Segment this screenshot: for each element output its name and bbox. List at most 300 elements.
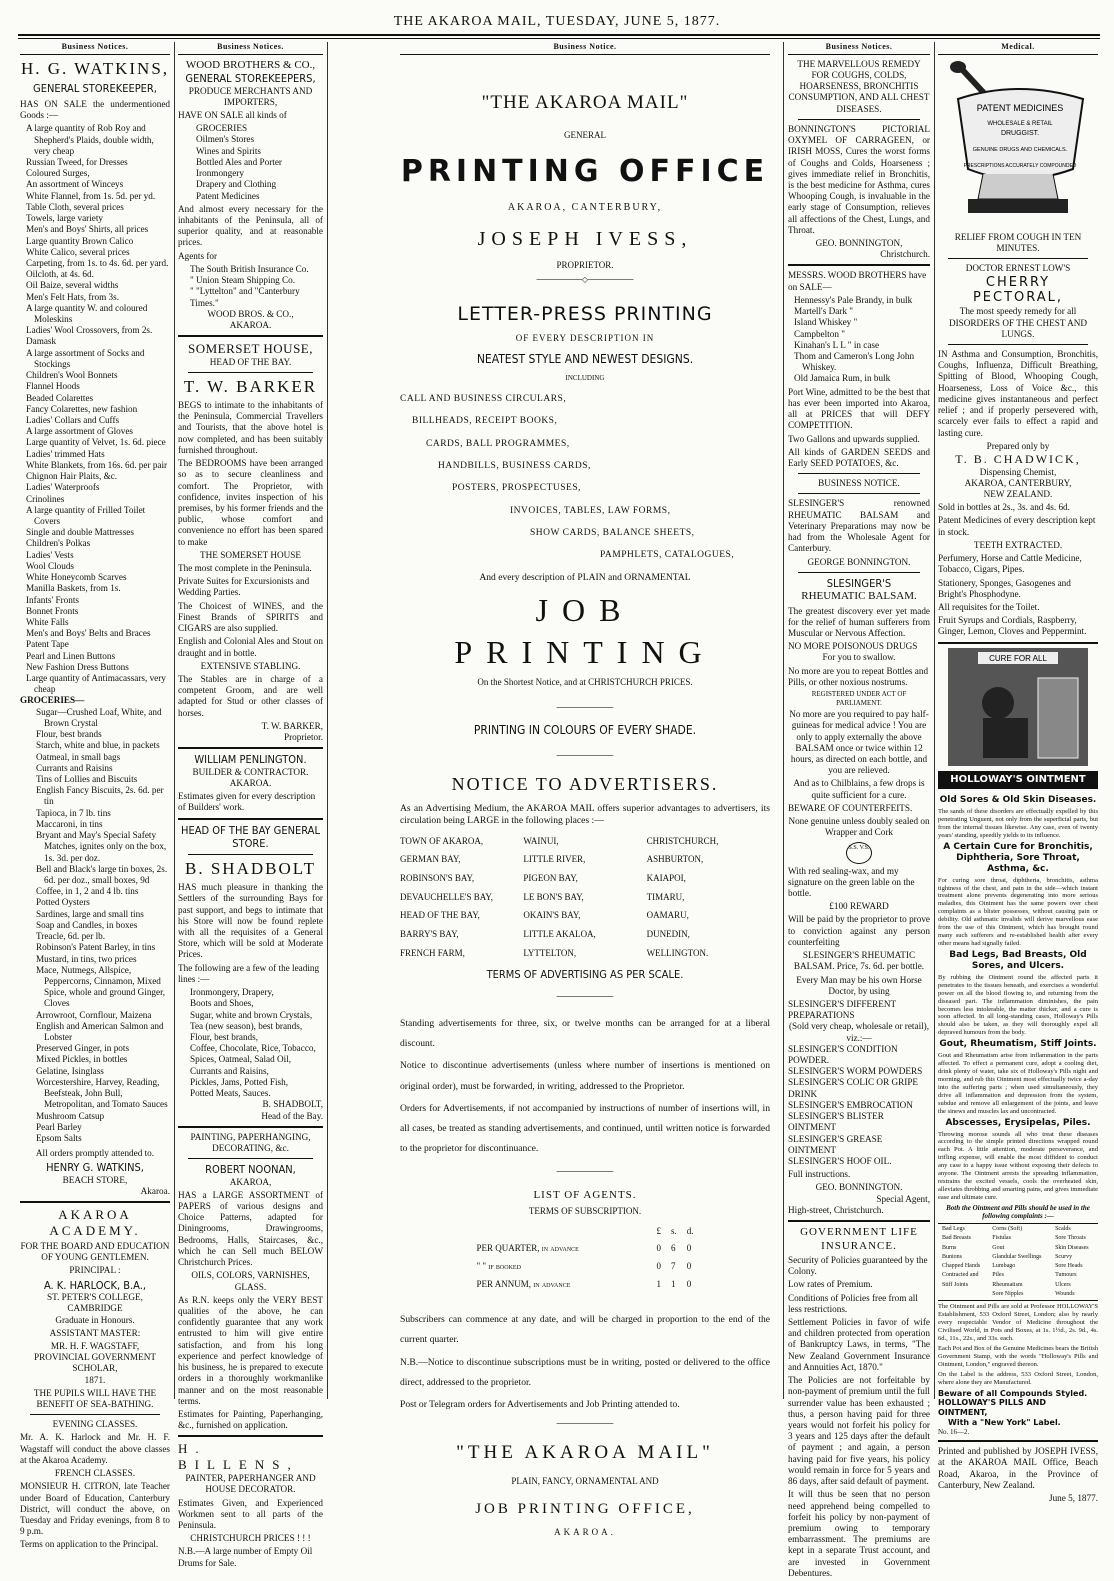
subscription-table: £ s. d. PER QUARTER, in advance 0 6 0 " " if booked 0 7 0 PER ANNUM, in advance 1 1 0: [470, 1222, 699, 1295]
ornament: ────────◇────────: [536, 275, 634, 285]
place: AKAROA, CANTERBURY,: [507, 201, 663, 213]
shadbolt-text: HAS much pleasure in thanking the Settlers of the surrounding Bays for past support, and begs to intimate that his Store will now be found replete with all the requisites of a General Store, which will be sold at Moderate Prices.: [178, 882, 323, 960]
holloway-pills: HOLLOWAY'S PILLS AND OINTMENT,: [938, 1398, 1046, 1418]
assistant-label: ASSISTANT MASTER:: [49, 1327, 141, 1338]
benefit: THE PUPILS WILL HAVE THE BENEFIT OF SEA-BATHING.: [33, 1387, 157, 1410]
list-item: Wines and Spirits: [196, 145, 261, 156]
list-item: Tins of Lollies and Biscuits: [36, 774, 138, 785]
table-cell: Rheumatism: [992, 1281, 1023, 1288]
groceries-heading: GROCERIES—: [20, 695, 85, 706]
french-text: MONSIEUR H. CITRON, late Teacher under Board of Education, Canterbury District, will conduct the above, on Tuesday and Friday evenings, from 8 to 9 p.m.: [20, 1481, 170, 1537]
town-item: TIMARU,: [646, 891, 685, 902]
list-item: Bottled Ales and Porter: [196, 156, 282, 167]
terms-advertising: TERMS OF ADVERTISING AS PER SCALE.: [486, 967, 684, 981]
college: ST. PETER'S COLLEGE, CAMBRIDGE: [47, 1292, 143, 1314]
no-more: NO MORE POISONOUS DRUGS: [788, 641, 918, 652]
including: INCLUDING: [565, 373, 605, 382]
bedrooms-text: The BEDROOMS have been arranged so as to secure cleanliness and comfort. The Proprietor, with confidence, invites inspection of his premises, by his former friends and the public, whose comfort and convenience no effort has been spared to make: [178, 458, 323, 547]
masthead-rule: [18, 34, 1100, 39]
somerset-title: SOMERSET HOUSE,: [187, 341, 313, 357]
holloway-h5-text: Throwing morose sounds all who treat these diseases according to the simple printed directions wrapped round each Pot. A little attention, moderate perseverance, and trifling expense, will enable the most diffident to conduct any case to a happy issue without exposing their defects to anyone. The Ointment arrests the spreading inflammation, restrains the excited vessels, cools the overheated skin, alleviates throbbing and smarting pains, and gives immediate ease and ultimate cure.: [938, 1130, 1098, 1201]
list-item: Tapioca, in 7 lb. tins: [36, 807, 111, 818]
list-item: The South British Insurance Co.: [190, 263, 309, 274]
list-item: Men's and Boys' Belts and Braces: [26, 628, 151, 639]
half-guineas: No more are you required to pay half-guineas for medical advice ! You are only to apply externally the above BALSAM once or twice within 12 hours, as directed on each bottle, and you are relieved.: [789, 709, 929, 776]
table-cell: Piles: [992, 1272, 1004, 1279]
reward: £100 REWARD: [829, 901, 889, 912]
holloway-h3: Bad Legs, Bad Breasts, Old Sores, and Ulcers.: [949, 949, 1087, 971]
town-item: LITTLE RIVER,: [523, 854, 586, 865]
svg-text:WHOLESALE & RETAIL: WHOLESALE & RETAIL: [987, 120, 1053, 127]
list-item: Soap and Candles, in boxes: [36, 919, 138, 930]
shortest-notice: On the Shortest Notice, and at CHRISTCHURCH PRICES.: [477, 677, 693, 688]
list-item: Patent Tape: [26, 639, 69, 650]
list-item: " Union Steam Shipping Co.: [190, 275, 296, 286]
chadwick: T. B. CHADWICK,: [955, 451, 1081, 466]
sold: Sold in bottles at 2s., 3s. and 4s. 6d.: [938, 502, 1070, 513]
bonnington-text: BONNINGTON'S PICTORIAL OXYMEL OF CARRAGEEN, or IRISH MOSS, Cures the worst forms of Coughs and Colds, Hoarseness ; gives immediate relief in Bronchitis, is the best medicine for Asthma, cures Whooping Cough, is invaluable in the early stage of Consumption, relieves all affections of the Chest, Lungs, and Throat.: [788, 123, 930, 235]
penlington-place: AKAROA.: [229, 777, 272, 788]
list-item: Ladies' Vests: [26, 549, 74, 560]
list-item: White Blankets, from 16s. 6d. per pair: [26, 459, 168, 470]
teeth: TEETH EXTRACTED.: [973, 539, 1063, 550]
town-item: TOWN OF AKAROA,: [400, 835, 484, 846]
imprint: Printed and published by JOSEPH IVESS, at the AKAROA MAIL Office, Beach Road, Akaroa, in the Province of Canterbury, New Zealand.: [938, 1446, 1098, 1490]
list-item: Flannel Hoods: [26, 381, 80, 392]
list-item: Ladies' trimmed Hats: [26, 448, 105, 459]
list-item: A large assortment of Socks and Stockings: [26, 347, 145, 369]
sealing: With red sealing-wax, and my signature on the green lable on the bottle.: [788, 865, 915, 898]
colours: PRINTING IN COLOURS OF EVERY SHADE.: [473, 723, 697, 738]
holloway-h6-text: The Ointment and Pills are sold at Professor HOLLOWAY'S Establishment, 533 Oxford Street, London; also by nearly every respectable Vendor of Medicine throughout the Civilised World, in Pots and Boxes, at 1s. 1½d., 2s. 9d., 4s. 6d., 11s., 22s., and 33s. each.: [938, 1303, 1098, 1343]
preparations-list: [788, 1044, 930, 1167]
list-item: Sugar—Crushed Loaf, White, and Brown Crystal: [36, 706, 162, 728]
table-cell: Lumbago: [992, 1263, 1016, 1270]
town-item: FRENCH FARM,: [400, 947, 465, 958]
town-item: DEVAUCHELLE'S BAY,: [400, 891, 493, 902]
bonnington-sign: GEO. BONNINGTON,: [815, 238, 903, 249]
town-item: KAIAPOI,: [646, 873, 686, 884]
table-cell: Bad Breasts: [942, 1235, 971, 1242]
billens-name: H. BILLENS,: [178, 1441, 299, 1473]
holloway-h4: Gout, Rheumatism, Stiff Joints.: [939, 1039, 1097, 1050]
academy-title: AKAROA ACADEMY.: [49, 1207, 141, 1239]
table-row: PER QUARTER, in advance 0 6 0: [476, 1243, 692, 1254]
list-item: Hennessy's Pale Brandy, in bulk: [794, 294, 913, 305]
town-item: LE BON'S BAY,: [523, 891, 584, 902]
list-item: Mace, Nutmegs, Allspice, Peppercorns, Cinnamon, Mixed Spice, whole and ground Ginger, Cloves: [36, 964, 166, 1009]
none-genuine: None genuine unless doubly sealed on Wrapper and Cork: [788, 816, 930, 838]
list-item: White Calico, several prices: [26, 246, 130, 257]
list-item: White Falls: [26, 616, 69, 627]
list-item: Sugar, white and brown Crystals,: [190, 1009, 313, 1020]
agents-list: [178, 264, 323, 309]
list-item: An assortment of Winceys: [26, 179, 124, 190]
neatest: NEATEST STYLE AND NEWEST DESIGNS.: [476, 352, 694, 367]
table-cell: Skin Diseases: [1055, 1244, 1089, 1251]
column-rule: [783, 42, 784, 1399]
wood-items: [178, 123, 323, 202]
table-row: [940, 1282, 1096, 1289]
holloway-h8-text: On the Label is the address, 533 Oxford Street, London, where alone they are Manufactured.: [938, 1370, 1098, 1386]
list-item: Old Jamaica Rum, in bulk: [794, 373, 891, 384]
sub1: Subscribers can commence at any date, and will be charged in proportion to the end of the current quarter.: [400, 1314, 770, 1346]
town-item: CHRISTCHURCH,: [646, 835, 719, 846]
registered: REGISTERED UNDER ACT OF PARLIAMENT.: [811, 690, 907, 707]
list-item: Maccaroni, in tins: [36, 818, 103, 829]
list-item: PAMPHLETS, CATALOGUES,: [600, 550, 735, 561]
list-item: " "Lyttelton" and "Canterbury Times.": [190, 286, 300, 308]
ornament: ──────────: [556, 1167, 614, 1177]
greatest: The greatest discovery ever yet made for the relief of human sufferers from Muscular or Nervous Affection.: [788, 605, 930, 638]
list-item: POSTERS, PROSPECTUSES,: [452, 483, 581, 494]
patent: Patent Medicines of every description kept in stock.: [938, 515, 1096, 537]
list-item: White Flannel, from 1s. 5d. per yd.: [26, 190, 156, 201]
town-item: HEAD OF THE BAY,: [400, 910, 480, 921]
list-item: Beaded Colarettes: [26, 392, 94, 403]
list-item: White Honeycomb Scarves: [26, 572, 127, 583]
shadbolt-intro: The following are a few of the leading lines :—: [178, 962, 320, 984]
list-item: Damask: [26, 336, 57, 347]
column-heading: Medical.: [938, 42, 1098, 55]
wood-sub: PRODUCE MERCHANTS AND IMPORTERS,: [188, 85, 313, 107]
complaints-table: [938, 1223, 1098, 1302]
list-item: Men's Felt Hats, from 3s.: [26, 291, 120, 302]
table-row: [940, 1226, 1096, 1233]
list-item: Flour, best brands,: [190, 1031, 259, 1042]
gov1: Security of Policies guaranteed by the Colony.: [788, 1254, 928, 1277]
noonan-text2: As R.N. keeps only the VERY BEST qualities of the above, he can confidently guarantee that any work entrusted to him will give entire satisfaction, and from his long experience and perfect knowledge of his business, he is prepared to execute orders in a thoroughly workmanlike manner and on the most reasonable terms.: [178, 1294, 323, 1406]
christchurch-prices: CHRISTCHURCH PRICES ! ! !: [190, 1533, 311, 1544]
list-item: Coffee, in 1, 2 and 4 lb. tins: [36, 886, 139, 897]
holloway-h4-text: Gout and Rheumatism arise from inflammation in the parts affected. To effect a permanent cure, adopt a cooling diet, drink plenty of water, take six of Holloway's Pills night and morning, and rub this Ointment most effectually twice a-day into the suffering parts ; when used simultaneously, they drive all inflammation and depression from the system, subdue and remove all enlargement of the joints, and leave the sinews and muscles lax and uncontracted.: [938, 1052, 1098, 1115]
perfumery: Perfumery, Horse and Cattle Medicine, Tobacco, Cigars, Pipes.: [938, 553, 1082, 575]
list-item: Robinson's Patent Barley, in tins: [36, 942, 156, 953]
table-row: [940, 1245, 1096, 1252]
list-item: Kinahan's L L " in case: [794, 339, 880, 350]
holloway-illustration: [938, 648, 1098, 768]
column-watkins: [20, 42, 170, 1553]
agents-label: Agents for: [178, 250, 218, 261]
shadbolt-place: Head of the Bay.: [261, 1110, 323, 1121]
ornament: ──────────: [556, 1419, 614, 1429]
requisites: All requisites for the Toilet.: [938, 602, 1040, 612]
different: SLESINGER'S DIFFERENT PREPARATIONS: [788, 998, 896, 1021]
list-item: A large quantity of Frilled Toilet Covers: [26, 504, 146, 526]
list-item: Currants and Raisins,: [190, 1065, 269, 1076]
list-item: Worcestershire, Harvey, Reading, Beefsteak, John Bull, Metropolitan, and Tomato Sauces: [36, 1076, 168, 1110]
wood-sign: WOOD BROS. & CO.,: [207, 308, 294, 319]
most-complete: The most complete in the Peninsula.: [178, 563, 312, 574]
prepared: Prepared only by: [986, 440, 1050, 451]
list-item: Sardines, large and small tins: [36, 908, 144, 919]
job-printing: JOB PRINTING: [454, 592, 716, 670]
list-item: SLESINGER'S HOOF OIL.: [788, 1156, 892, 1166]
column-rule: [174, 42, 175, 1399]
mail-title-2: "THE AKAROA MAIL": [456, 1442, 714, 1464]
proprietor: Proprietor.: [283, 732, 323, 743]
wood-name: WOOD BROTHERS & CO.,: [185, 58, 316, 71]
stabling: EXTENSIVE STABLING.: [200, 660, 301, 671]
holloway-h1: Old Sores & Old Skin Diseases.: [939, 795, 1097, 806]
table-cell: Scurvy: [1055, 1253, 1073, 1260]
mortar-pestle-illustration: [938, 59, 1098, 229]
table-cell: Gout: [992, 1244, 1005, 1251]
column-bonnington: [788, 42, 930, 1581]
table-cell: Stiff Joints: [942, 1281, 969, 1288]
wood-intro: HAVE ON SALE all kinds of: [178, 110, 287, 120]
noonan-place: AKAROA,: [229, 1176, 272, 1187]
watkins-title: GENERAL STOREKEEPER,: [33, 82, 157, 96]
new-zealand: NEW ZEALAND.: [983, 489, 1053, 500]
list-item: SLESINGER'S EMBROCATION: [788, 1099, 913, 1110]
list-item: Pickles, Jams, Potted Fish,: [190, 1076, 289, 1087]
orders-note: All orders promptly attended to.: [35, 1148, 155, 1159]
table-cell: Tumours: [1055, 1272, 1077, 1279]
list-item: SLESINGER'S GREASE OINTMENT: [788, 1133, 883, 1155]
barker-sign: T. W. BARKER,: [261, 720, 323, 731]
notice-advertisers: NOTICE TO ADVERTISERS.: [451, 774, 719, 795]
column-heading: Business Notice.: [400, 42, 770, 55]
balsam-price: SLESINGER'S RHEUMATIC BALSAM. Price, 7s. 6d. per bottle.: [793, 950, 925, 972]
somerset-house: THE SOMERSET HOUSE: [200, 549, 301, 560]
beware: BEWARE OF COUNTERFEITS.: [788, 802, 913, 813]
list-item: Large quantity Brown Calico: [26, 235, 134, 246]
list-item: Boots and Shoes,: [190, 998, 254, 1009]
akaroa-place: Akaroa.: [140, 1186, 170, 1197]
svg-text:CURE FOR ALL: CURE FOR ALL: [989, 653, 1047, 663]
list-item: HANDBILLS, BUSINESS CARDS,: [438, 460, 591, 471]
sold-cheap: (Sold very cheap, wholesale or retail), viz.:—: [788, 1021, 930, 1043]
list-item: Pearl and Linen Buttons: [26, 650, 116, 661]
holloway-h2-text: For curing sore throat, diphtheria, bronchitis, asthma tightness of the chest, and pain in the side—which instant treatment alone prevents degenerating into more serious maladies, this Ointment has the same powers over chest complaints as a blister possesses, without causing pain or debility. Old asthmatic invalids will derive marvellous ease from the use of this Ointment, which has brought round many such sufferers and re-established health after every other means had signally failed.: [938, 876, 1098, 947]
wood-sale: MESSRS. WOOD BROTHERS have on SALE—: [788, 270, 927, 292]
sub2: N.B.—Notice to discontinue subscriptions must be in writing, posted or delivered to the office direct, addressed to the proprietor.: [400, 1356, 770, 1388]
english-ales: English and Colonial Ales and Stout on draught and in bottle.: [178, 636, 323, 658]
town-item: WELLINGTON.: [646, 947, 709, 958]
full-instructions: Full instructions.: [788, 1169, 851, 1180]
slesinger-text: SLESINGER'S renowned RHEUMATIC BALSAM and Veterinary Preparations may now be had from the Wholesale Agent for Canterbury.: [788, 498, 930, 554]
list-item: Island Whiskey ": [794, 317, 858, 328]
town-item: OAMARU,: [646, 910, 689, 921]
french-classes: FRENCH CLASSES.: [54, 1468, 136, 1479]
assistant-name: MR. H. F. WAGSTAFF,: [50, 1340, 140, 1351]
plain-fancy: PLAIN, FANCY, ORNAMENTAL AND: [511, 1476, 659, 1487]
table-cell: Contracted and: [942, 1272, 979, 1279]
column-heading: Business Notices.: [178, 42, 323, 55]
list-item: A large assortment of Gloves: [26, 426, 133, 437]
business-notice: BUSINESS NOTICE.: [818, 478, 900, 489]
list-item: Large quantity of Velvet, 1s. 6d. piece: [26, 437, 166, 448]
spirits-list: [788, 295, 930, 385]
list-item: Crinolines: [26, 493, 65, 504]
oils: OILS, COLORS, VARNISHES, GLASS.: [191, 1270, 310, 1292]
choicest: The Choicest of WINES, and the Finest Brands of SPIRITS and CIGARS are also supplied.: [178, 600, 323, 634]
table-row: [940, 1291, 1096, 1298]
terms-subscription: TERMS OF SUBSCRIPTION.: [528, 1205, 642, 1216]
billens-title: PAINTER, PAPERHANGER AND HOUSE DECORATOR.: [185, 1473, 316, 1495]
every-description: OF EVERY DESCRIPTION IN: [515, 332, 655, 343]
table-cell: [940, 1291, 988, 1298]
column-heading: Business Notices.: [788, 42, 930, 55]
list-item: Children's Polkas: [26, 538, 91, 549]
gov3: Conditions of Policies free from all less restrictions.: [788, 1292, 918, 1314]
evening-text: Mr. A. K. Harlock and Mr. H. F. Wagstaff will conduct the above classes at the Akaroa Academy.: [20, 1432, 170, 1465]
terms: Terms on application to the Principal.: [20, 1539, 159, 1550]
year: 1871.: [84, 1374, 106, 1385]
wood-place: AKAROA.: [229, 319, 272, 330]
doctor: DOCTOR ERNEST LOW'S: [965, 263, 1071, 274]
list-item: A large quantity of Rob Roy and Shepherd's Plaids, double width, very cheap: [26, 123, 154, 156]
watkins-signature: HENRY G. WATKINS,: [46, 1161, 144, 1175]
holloway-h5: Abscesses, Erysipelas, Piles.: [945, 1117, 1091, 1128]
chilblains: And as to Chilblains, a few drops is quite sufficient for a cure.: [793, 778, 925, 800]
wood-title: GENERAL STOREKEEPERS,: [185, 72, 316, 86]
mail-title: "THE AKAROA MAIL": [481, 92, 689, 114]
list-item: Arrowroot, Cornflour, Maizena: [36, 1009, 152, 1020]
list-item: Manilla Baskets, from 1s.: [26, 583, 121, 594]
table-row: [940, 1272, 1096, 1279]
noonan-text: HAS a LARGE ASSORTMENT of PAPERS of various designs and Choice Patterns, adapted for Diningrooms, Drawingrooms, Bedrooms, Halls, Staircases, &c., which he can Sell much BELOW Christchurch Prices.: [178, 1189, 323, 1268]
list-item: SLESINGER'S CONDITION POWDER.: [788, 1043, 898, 1066]
town-item: GERMAN BAY,: [400, 854, 461, 865]
owner: JOSEPH IVESS,: [477, 227, 693, 250]
barker-text: BEGS to intimate to the inhabitants of the Peninsula, Commercial Travellers and Tourists, that the above hotel is now completed, and has been suitably furnished throughout.: [178, 399, 323, 455]
special-agent: Special Agent,: [876, 1193, 930, 1204]
painting-heading: PAINTING, PAPERHANGING, DECORATING, &c.: [190, 1131, 311, 1153]
noonan-text3: Estimates for Painting, Paperhanging, &c., furnished on application.: [178, 1408, 323, 1431]
column-heading: Business Notices.: [20, 42, 170, 55]
paid: Will be paid by the proprietor to prove to conviction against any person counterfeiting: [788, 914, 930, 947]
list-item: Starch, white and blue, in packets: [36, 740, 160, 751]
watkins-goods-list: [20, 123, 170, 695]
no-more2: No more are you to repeat Bottles and Pills, or other noxious nostrums.: [788, 665, 929, 687]
list-agents: LIST OF AGENTS.: [533, 1188, 637, 1201]
remedy: THE MARVELLOUS REMEDY FOR COUGHS, COLDS, HOARSENESS, BRONCHITIS CONSUMPTION, AND ALL CHEST DISEASES.: [788, 58, 930, 114]
list-item: CALL AND BUSINESS CIRCULARS,: [400, 393, 567, 404]
svg-text:PRESCRIPTIONS ACCURATELY COMPO: PRESCRIPTIONS ACCURATELY COMPOUNDED: [963, 162, 1077, 169]
table-cell: Chapped Hands: [942, 1263, 981, 1270]
groceries-list: [20, 707, 170, 1145]
list-item: Martell's Dark ": [794, 306, 853, 317]
town-item: DUNEDIN,: [646, 929, 690, 940]
list-item: Oilcloth, at 4s. 6d.: [26, 269, 94, 280]
hotb-store: HEAD OF THE BAY GENERAL STORE.: [181, 823, 320, 850]
town-item: ROBINSON'S BAY,: [400, 873, 475, 884]
list-item: Carpeting, from 1s. to 4s. 6d. per yard.: [26, 257, 169, 268]
table-cell: Bunions: [942, 1253, 963, 1260]
list-item: INVOICES, TABLES, LAW FORMS,: [510, 505, 671, 516]
holloway-banner: HOLLOWAY'S OINTMENT: [938, 771, 1098, 789]
ornament: ──────────: [556, 750, 614, 760]
list-item: Oil Baize, several widths: [26, 280, 119, 291]
list-item: New Fashion Dress Buttons: [26, 661, 129, 672]
penlington-name: WILLIAM PENLINGTON.: [194, 753, 307, 767]
proprietor: PROPRIETOR.: [556, 259, 614, 270]
list-item: Oatmeal, in small bags: [36, 751, 121, 762]
list-item: Mustard, in tins, two prices: [36, 953, 137, 964]
new-york-label: With a "New York" Label.: [948, 1417, 1061, 1427]
table-cell: Fistulas: [992, 1235, 1011, 1242]
relief: RELIEF FROM COUGH IN TEN MINUTES.: [954, 231, 1082, 254]
table-row: PER ANNUM, in advance 1 1 0: [476, 1278, 692, 1289]
table-cell: Sore Throats: [1055, 1235, 1086, 1242]
list-item: Fancy Colarettes, new fashion: [26, 403, 138, 414]
list-item: BILLHEADS, RECEIPT BOOKS,: [412, 416, 558, 427]
list-item: Tea (new season), best brands,: [190, 1020, 303, 1031]
column-wood-brothers: [178, 42, 323, 1571]
gov2: Low rates of Premium.: [788, 1279, 873, 1290]
list-item: Campbelton ": [794, 328, 845, 339]
list-item: Epsom Salts: [36, 1133, 82, 1144]
list-item: Coloured Surges,: [26, 168, 90, 179]
table-cell: Sore Heads: [1055, 1263, 1083, 1270]
list-item: English Fancy Biscuits, 2s. 6d. per tin: [36, 785, 164, 807]
table-cell: Wounds: [1055, 1291, 1075, 1298]
noonan-name: ROBERT NOONAN,: [205, 1163, 296, 1177]
principal-name: A. K. HARLOCK, B.A.,: [43, 1278, 147, 1292]
evening-classes: EVENING CLASSES.: [52, 1419, 138, 1430]
speedy: The most speedy remedy for all: [959, 306, 1077, 317]
list-item: Ladies' Wool Crossovers, from 2s.: [26, 325, 153, 336]
letterpress: LETTER-PRESS PRINTING: [457, 302, 713, 325]
shadbolt-sign: B. SHADBOLT,: [262, 1099, 323, 1110]
list-item: Patent Medicines: [196, 190, 260, 201]
shadbolt-items: [178, 987, 323, 1099]
bonnington2: GEO. BONNINGTON.: [815, 1182, 903, 1193]
table-cell: Scalds: [1055, 1225, 1071, 1232]
printing-office: PRINTING OFFICE: [400, 153, 770, 189]
stationery: Stationery, Sponges, Gasogenes and Bright's Phosphodyne.: [938, 577, 1071, 599]
slesinger-sign: GEORGE BONNINGTON.: [807, 556, 911, 567]
list-item: Flour, best brands: [36, 729, 102, 740]
holloway-h7-text: Each Pot and Box of the Genuine Medicines bears the British Government Stamp, with the words "Holloway's Pills and Ointment, London," engraved thereon.: [938, 1345, 1098, 1368]
table-cell: Burns: [942, 1244, 957, 1251]
list-item: Infants' Fronts: [26, 594, 79, 605]
billens-text: Estimates Given, and Experienced Workmen sent to all parts of the Peninsula.: [178, 1497, 323, 1530]
beach-store: BEACH STORE,: [62, 1174, 128, 1185]
list-item: SLESINGER'S WORM POWDERS: [788, 1066, 923, 1077]
table-cell: Glandular Swellings: [992, 1253, 1042, 1260]
port: Port Wine, admitted to be the best that has ever been imported into Akaroa, all at PRICES that will DEFY COMPETITION.: [788, 386, 930, 431]
svg-text:PATENT MEDICINES: PATENT MEDICINES: [976, 102, 1064, 113]
list-item: Oilmen's Stores: [196, 134, 255, 145]
towns-grid: [400, 836, 770, 960]
list-item: Men's and Boys' Shirts, all prices: [26, 224, 149, 235]
town-item: BARRY'S BAY,: [400, 929, 459, 940]
shadbolt-name: B. SHADBOLT: [185, 859, 316, 879]
ornament: ──────────: [556, 703, 614, 712]
dispensing: Dispensing Chemist,: [979, 466, 1057, 477]
gallons: Two Gallons and upwards supplied.: [788, 433, 920, 444]
disorders: DISORDERS OF THE CHEST AND LUNGS.: [948, 317, 1087, 339]
list-item: GROCERIES: [196, 123, 248, 134]
table-row: [940, 1254, 1096, 1261]
table-row: [940, 1235, 1096, 1242]
list-item: Thom and Cameron's Long John Whiskey.: [794, 351, 915, 373]
list-item: Currants and Raisins: [36, 762, 113, 773]
town-item: LYTTELTON,: [523, 947, 577, 958]
gov-insurance: GOVERNMENT LIFE INSURANCE.: [800, 1226, 918, 1252]
holloway-h3-text: By rubbing the Ointment round the affected parts it penetrates to the tissues beneath, and exercises a wonderful power on all the blood flowing to, and returning from the diseased part. The inflammation diminishes, the pain becomes less intolerable, the matter thicker, and a cure is soon affected. In all long-standing cases, Holloway's Pills should also be taken, as they will thoroughly expel all depraved humours from the body.: [938, 973, 1098, 1037]
watkins-intro: HAS ON SALE the undermentioned Goods :—: [20, 98, 170, 121]
list-item: A large quantity W. and coloured Moleskins: [26, 302, 148, 325]
for-you: For you to swallow.: [822, 652, 896, 663]
table-cell: Corns (Soft): [992, 1225, 1023, 1232]
akaroa: AKAROA.: [554, 1527, 616, 1538]
sub3: Post or Telegram orders for Advertisements and Job Printing attended to.: [400, 1398, 680, 1410]
plain-ornamental: And every description of PLAIN and ORNAMENTAL: [479, 571, 691, 583]
